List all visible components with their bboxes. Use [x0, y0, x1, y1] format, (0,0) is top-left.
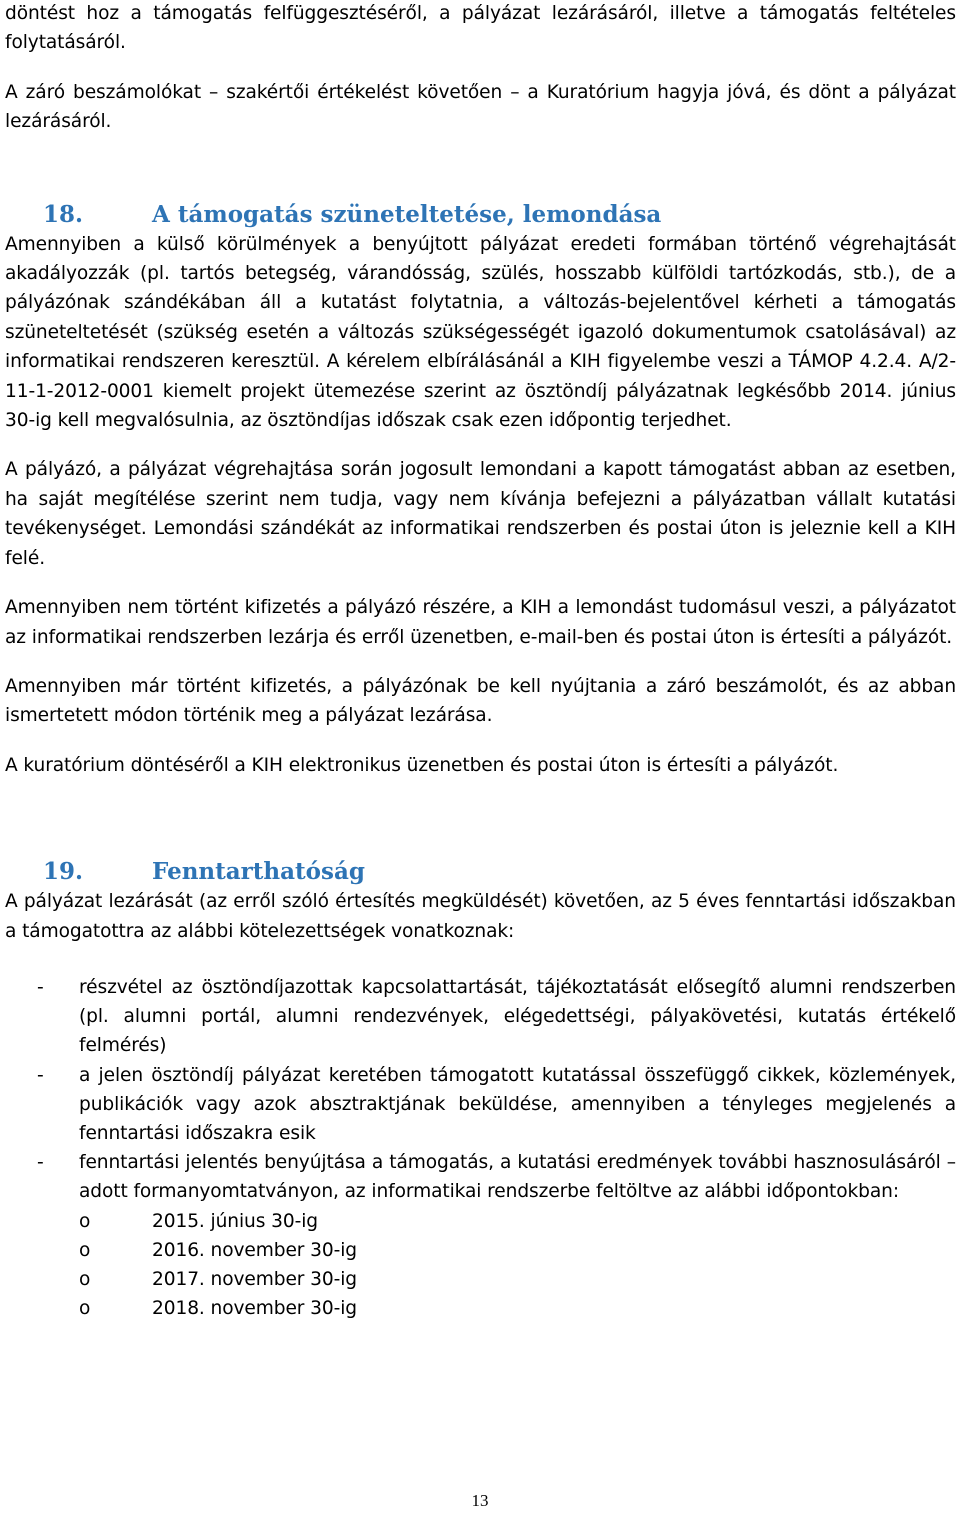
list-item	[79, 1294, 956, 1323]
list-item	[79, 1207, 956, 1236]
list-item	[5, 1061, 956, 1149]
dash-bullet: -	[37, 1152, 44, 1174]
circle-bullet: o	[79, 1298, 91, 1320]
paragraph: döntést hoz a támogatás felfüggesztéséről, a pályázat lezárásáról, illetve a támogatás feltételes folytatásáról.	[5, 3, 956, 54]
list-item	[79, 1236, 956, 1265]
section-title: Fenntarthatóság	[152, 858, 365, 886]
dash-bullet: -	[37, 1064, 44, 1086]
page-number: 13	[471, 1491, 489, 1510]
list-item	[5, 973, 956, 1061]
dash-bullet: -	[37, 976, 44, 998]
section-title: A támogatás szüneteltetése, lemondása	[152, 200, 662, 228]
list-item	[5, 1148, 956, 1323]
section-heading-18	[5, 200, 956, 230]
date-text: 2015. június 30-ig	[152, 1210, 318, 1232]
section-number: 19.	[43, 858, 84, 886]
date-text: 2018. november 30-ig	[152, 1298, 357, 1320]
list-item	[79, 1265, 956, 1294]
circle-bullet: o	[79, 1268, 91, 1290]
paragraph: Amennyiben már történt kifizetés, a pályázónak be kell nyújtania a záró beszámolót, és az abban ismertetett módon történik meg a pályázat lezárása.	[5, 675, 956, 727]
section-number: 18.	[43, 200, 84, 228]
list-item-text: fenntartási jelentés benyújtása a támogatás, a kutatási eredmények további hasznosulásáról – adott formanyomtatványon, az informatikai rendszerbe feltöltve az alábbi időpontokban:	[79, 1152, 956, 1203]
section-heading-19	[5, 857, 956, 887]
paragraph: A kuratórium döntéséről a KIH elektronikus üzenetben és postai úton is értesíti a pályázót.	[5, 754, 839, 776]
date-text: 2017. november 30-ig	[152, 1268, 357, 1290]
circle-bullet: o	[79, 1210, 91, 1232]
paragraph: A pályázat lezárását (az erről szóló értesítés megküldését) követően, az 5 éves fenntartási időszakban a támogatottra az alábbi kötelezettségek vonatkoznak:	[5, 891, 956, 942]
list-item-text: a jelen ösztöndíj pályázat keretében támogatott kutatással összefüggő cikkek, közlemények, publikációk vagy azok absztraktjának beküldése, amennyiben a tényleges megjelenés a fenntartási időszakra esik	[79, 1064, 956, 1144]
report-dates-list	[79, 1207, 956, 1324]
obligations-list	[5, 973, 956, 1323]
paragraph: Amennyiben a külső körülmények a benyújtott pályázat eredeti formában történő végrehajtását akadályozzák (pl. tartós betegség, várandósság, szülés, hosszabb külföldi tartózkodás, stb.), de a pályázónak szándékában áll a kutatást folytatnia, a változás-bejelentővel kérheti a támogatás szüneteltetését (szükség esetén a változás szükségességét igazoló dokumentumok csatolásával) az informatikai rendszeren keresztül. A kérelem elbírálásánál a KIH figyelembe veszi a TÁMOP 4.2.4. A/2-11-1-2012-0001 kiemelt projekt ütemezése szerint az ösztöndíj pályázatnak legkésőbb 2014. június 30-ig kell megvalósulnia, az ösztöndíjas időszak csak ezen időpontig terjedhet.	[5, 233, 956, 432]
date-text: 2016. november 30-ig	[152, 1239, 357, 1261]
document-page	[5, 0, 956, 1323]
circle-bullet: o	[79, 1239, 91, 1261]
paragraph: A záró beszámolókat – szakértői értékelést követően – a Kuratórium hagyja jóvá, és dönt a pályázat lezárásáról.	[5, 81, 956, 133]
list-item-text: részvétel az ösztöndíjazottak kapcsolattartását, tájékoztatását elősegítő alumni rendszerben (pl. alumni portál, alumni rendezvények, elégedettségi, pályakövetési, kutatás értékelő felmérés)	[79, 976, 956, 1057]
paragraph: A pályázó, a pályázat végrehajtása során jogosult lemondani a kapott támogatást abban az esetben, ha saját megítélése szerint nem tudja, vagy nem kívánja befejezni a pályázatban vállalt kutatási tevékenységet. Lemondási szándékát az informatikai rendszerben és postai úton is jeleznie kell a KIH felé.	[5, 459, 956, 569]
paragraph: Amennyiben nem történt kifizetés a pályázó részére, a KIH a lemondást tudomásul veszi, a pályázatot az informatikai rendszerben lezárja és erről üzenetben, e-mail-ben és postai úton is értesíti a pályázót.	[5, 597, 956, 648]
